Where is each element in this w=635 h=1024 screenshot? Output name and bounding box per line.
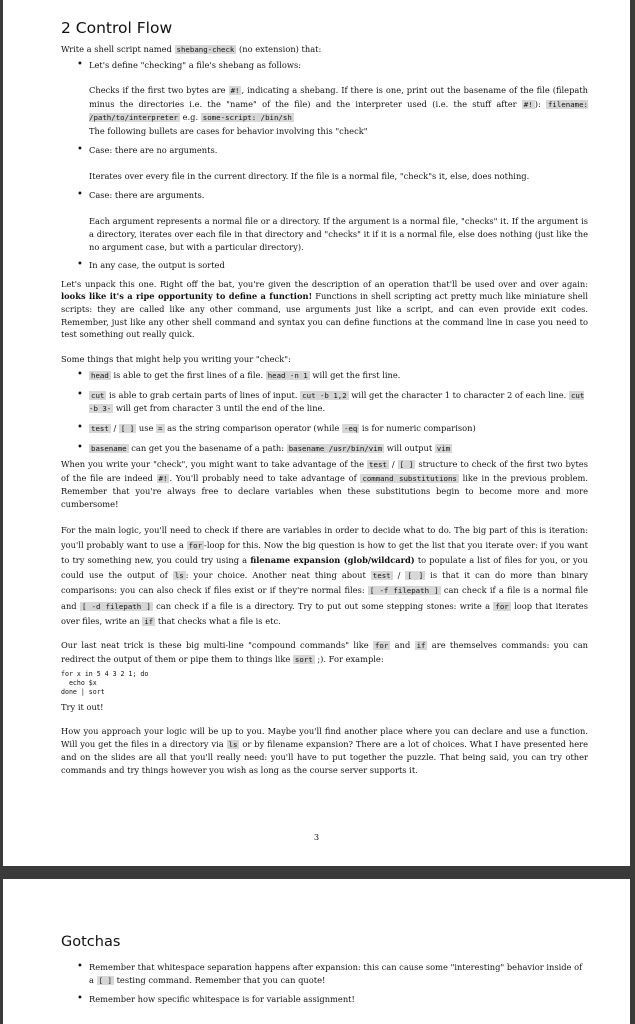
page-number: 3 xyxy=(313,832,320,842)
main-logic-paragraph: For the main logic, you'll need to check if there are variables in order to decide what to do. The big part of this is iteration: you'll probably want to use a for -loop for this. Now the big question is how to get the list that you iterate over: if you want to try something new, you could try using a filename expansion (glob/wildcard) to populate a list of files for you, or you could use the output of ls : your choice. Another neat thing about test / [ ] is that it can do more than binary comparisons: you can also check if files exist or if they're normal files: [ -f filepath ] can check if a file is a normal file and [ -d filepath ] can check if a file is a directory. Try to put out some stepping stones: write a for loop that iterates over files, write an if that checks what a file is etc. xyxy=(61,524,589,626)
check-definition: Checks if the first two bytes are #! , indicating a shebang. If there is one, print out the basename of the file (filepath minus the directories i.e. the "name" of the file) and the interpreter used (i.e. the stuff after #! ): filename: /path/to/interpreter e.g. some-script: /bin/sh The following bullets are cases for behavior involving this "check" xyxy=(89,85,588,136)
page-2-content xyxy=(61,933,588,1006)
list-item: • In any case, the output is sorted xyxy=(61,259,588,272)
unpack-paragraph: Let's unpack this one. Right off the bat, you're given the description of an operation that'll be used over and over again: looks like it's a ripe opportunity to define a function! Functions in shell scripting act pretty much like miniature shell scripts: they are called like any other command, use arguments just like a script, and can even provide exit codes. Remember, just like any other shell command and syntax you can define functions at the command line in case you need to test something out really quick. xyxy=(61,278,588,340)
list-item: • Let's define "checking" a file's shebang as follows: xyxy=(61,59,588,72)
try-it-text: Try it out! xyxy=(61,701,104,712)
helpers-list xyxy=(61,369,588,455)
approach-paragraph: How you approach your logic will be up to you. Maybe you'll find another place where you can declare and use a function. Will you get the files in a directory via ls or by filename expansion? There are a lot of choices. What I have presented here and on the slides are all that you'll really need: you'll have to put together the puzzle. That being said, you can try other commands and try things however you wish as long as the course server supports it. xyxy=(61,726,588,775)
list-item: • Case: there are no arguments. xyxy=(61,144,588,157)
intro-paragraph: Write a shell script named shebang-check (no extension) that: xyxy=(61,44,322,54)
list-item: • Case: there are arguments. xyxy=(61,189,588,202)
document-page-1 xyxy=(3,0,630,866)
list-item: • test / [ ] use = as the string comparison operator (while -eq is for numeric comparison) xyxy=(61,422,588,436)
gotchas-list xyxy=(61,961,588,1006)
requirements-list xyxy=(61,59,588,72)
list-item: • head is able to get the first lines of a file. head -n 1 will get the first line. xyxy=(61,369,588,383)
list-item: • Remember how specific whitespace is for variable assignment! xyxy=(61,993,588,1006)
list-item: • basename can get you the basename of a path: basename /usr/bin/vim will output vim xyxy=(61,442,588,456)
code-example: for x in 5 4 3 2 1; do echo $x done | sort xyxy=(61,670,149,696)
section-title: Gotchas xyxy=(61,934,121,950)
no-args-detail: Iterates over every file in the current directory. If the file is a normal file, "check"s it, else, does nothing. xyxy=(89,171,530,182)
compound-paragraph: Our last neat trick is these big multi-line "compound commands" like for and if are themselves commands: you can redirect the output of them or pipe them to things like sort ;). For example: xyxy=(61,640,588,664)
check-paragraph: When you write your "check", you might want to take advantage of the test / [ ] structure to check of the first two bytes of the file are indeed #! . You'll probably need to take advantage of command substitutions like in the previous problem. Remember that you're always free to declare variables when these substitutions begin to become more and more cumbersome! xyxy=(61,459,589,510)
document-page-2 xyxy=(3,879,630,1024)
list-item: • Remember that whitespace separation happens after expansion: this can cause some "interesting" behavior inside of a [ ] testing command. Remember that you can quote! xyxy=(61,961,588,987)
args-detail: Each argument represents a normal file or a directory. If the argument is a normal file, "checks" it. If the argument is a directory, iterates over each file in that directory and "checks" it if it is a normal file, else does nothing (just like the no argument case, but with a particular directory). xyxy=(89,216,588,252)
page-1-content xyxy=(61,18,588,777)
list-item: • cut is able to grab certain parts of lines of input. cut -b 1,2 will get the character 1 to character 2 of each line. cut -b 3- will get from character 3 until the end of the line. xyxy=(61,389,588,416)
section-title: 2 Control Flow xyxy=(61,19,173,37)
helpers-intro: Some things that might help you writing your "check": xyxy=(61,353,291,364)
